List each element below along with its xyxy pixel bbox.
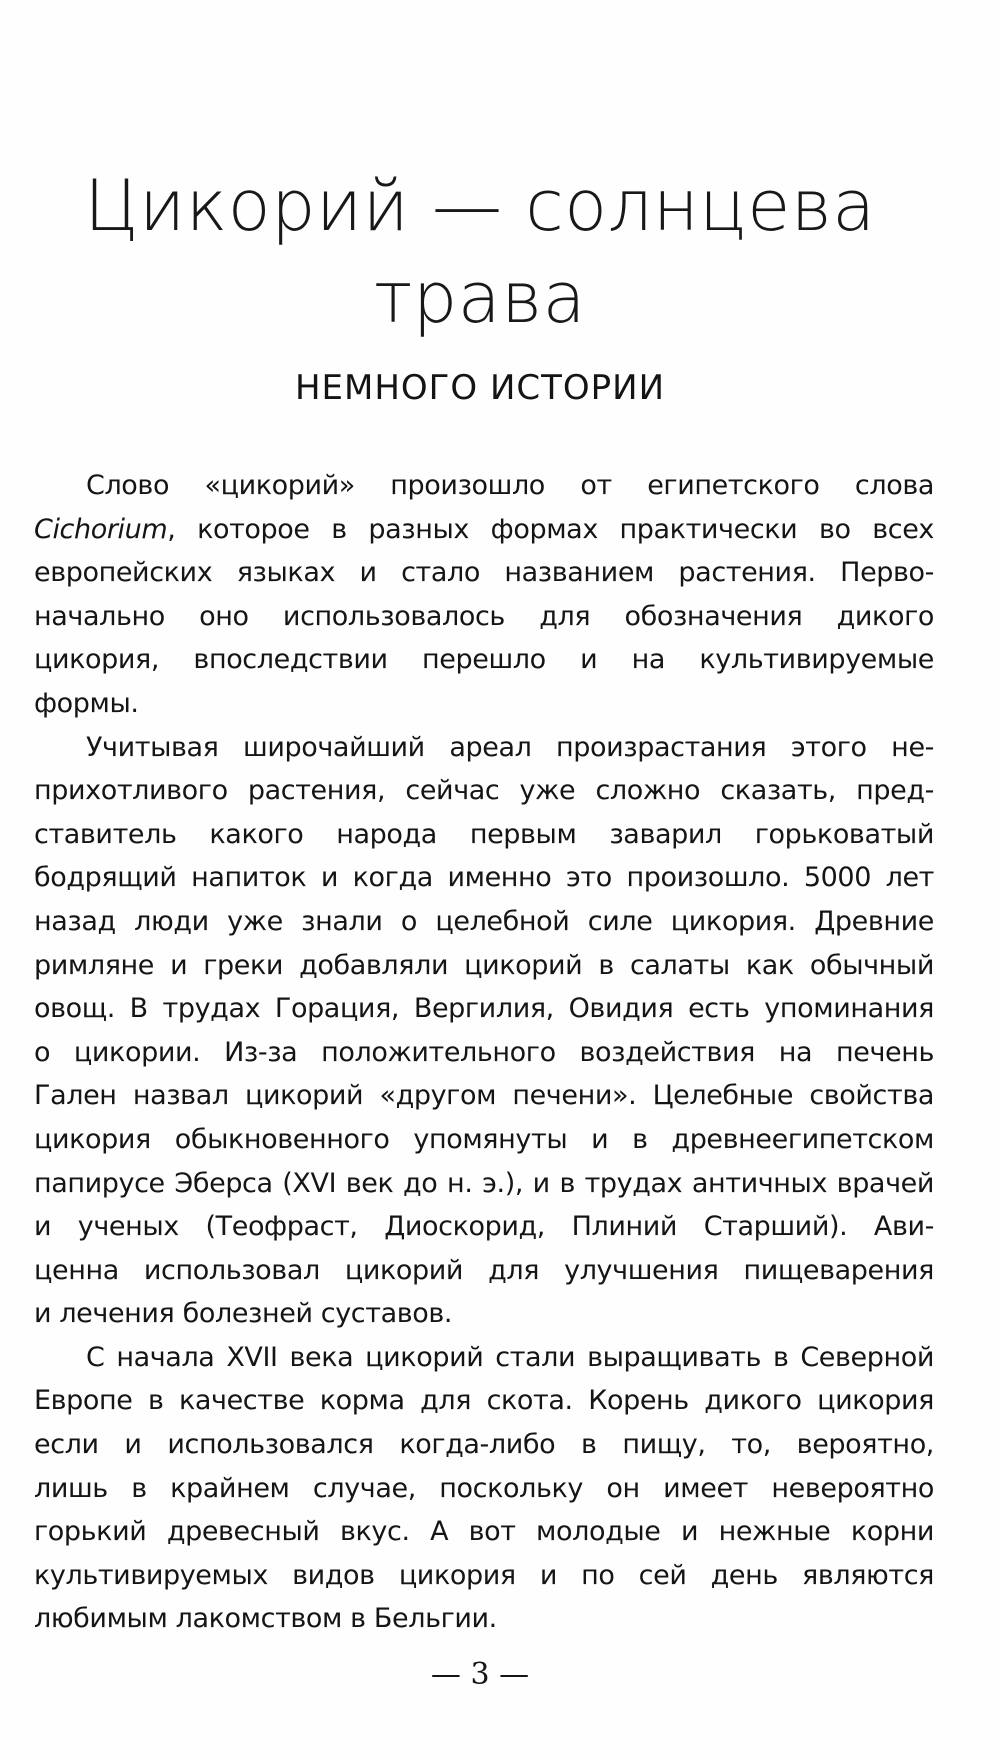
text-line: Cichorium, которое в разных формах практически во всех	[34, 513, 934, 545]
text-line: лишь в крайнем случае, поскольку он имеет невероятно	[34, 1472, 934, 1504]
text-line: папирусе Эберса (XVI век до н. э.), и в трудах античных врачей	[34, 1167, 934, 1199]
body-text	[34, 464, 934, 1641]
text-line: цикория, впоследствии перешло и на культивируемые	[34, 644, 934, 676]
text-line: С начала XVII века цикорий стали выращивать в Северной	[86, 1341, 934, 1373]
text-line: ценна использовал цикорий для улучшения пищеварения	[34, 1254, 934, 1286]
text-line: бодрящий напиток и когда именно это произошло. 5000 лет	[34, 862, 934, 894]
text-line: культивируемых видов цикория и по сей день являются	[34, 1559, 934, 1591]
section-heading: НЕМНОГО ИСТОРИИ	[294, 368, 666, 408]
text-line: ставитель какого народа первым заварил горьковатый	[34, 818, 934, 850]
text-line: Слово «цикорий» произошло от египетского слова	[86, 470, 934, 501]
paragraph	[34, 726, 934, 1336]
text-line: европейских языках и стало названием растения. Перво-	[34, 557, 934, 589]
text-line: цикория обыкновенного упомянуты и в древнеегипетском	[34, 1123, 934, 1155]
text-line: формы.	[34, 687, 139, 719]
paragraph	[34, 464, 934, 726]
text-line: если и использовался когда-либо в пищу, то, вероятно,	[34, 1429, 934, 1461]
page-number: — 3 —	[430, 1657, 530, 1692]
text-line: Гален назвал цикорий «другом печени». Целебные свойства	[34, 1080, 934, 1112]
text-line: любимым лакомством в Бельгии.	[34, 1603, 497, 1635]
text-line: и лечения болезней суставов.	[34, 1298, 453, 1330]
text-line: римляне и греки добавляли цикорий в салаты как обычный	[34, 949, 934, 981]
text-line: назад люди уже знали о целебной силе цикория. Древние	[34, 905, 934, 937]
text-line: начально оно использовалось для обозначения дикого	[34, 600, 934, 632]
text-line: овощ. В трудах Горация, Вергилия, Овидия есть упоминания	[34, 993, 934, 1025]
text-line: горький древесный вкус. А вот молодые и нежные корни	[34, 1516, 934, 1548]
text-line: и ученых (Теофраст, Диоскорид, Плиний Старший). Ави-	[34, 1211, 934, 1243]
chapter-title	[0, 160, 960, 344]
paragraph	[34, 1336, 934, 1641]
text-line: Учитывая широчайший ареал произрастания этого не-	[86, 731, 934, 763]
text-line: о цикории. Из-за положительного воздействия на печень	[34, 1036, 934, 1068]
chapter-title-line-2: трава	[373, 257, 587, 339]
text-line: прихотливого растения, сейчас уже сложно сказать, пред-	[34, 775, 934, 807]
text-line: Европе в качестве корма для скота. Корень дикого цикория	[34, 1385, 934, 1417]
chapter-title-line-1: Цикорий — солнцева	[84, 165, 876, 247]
